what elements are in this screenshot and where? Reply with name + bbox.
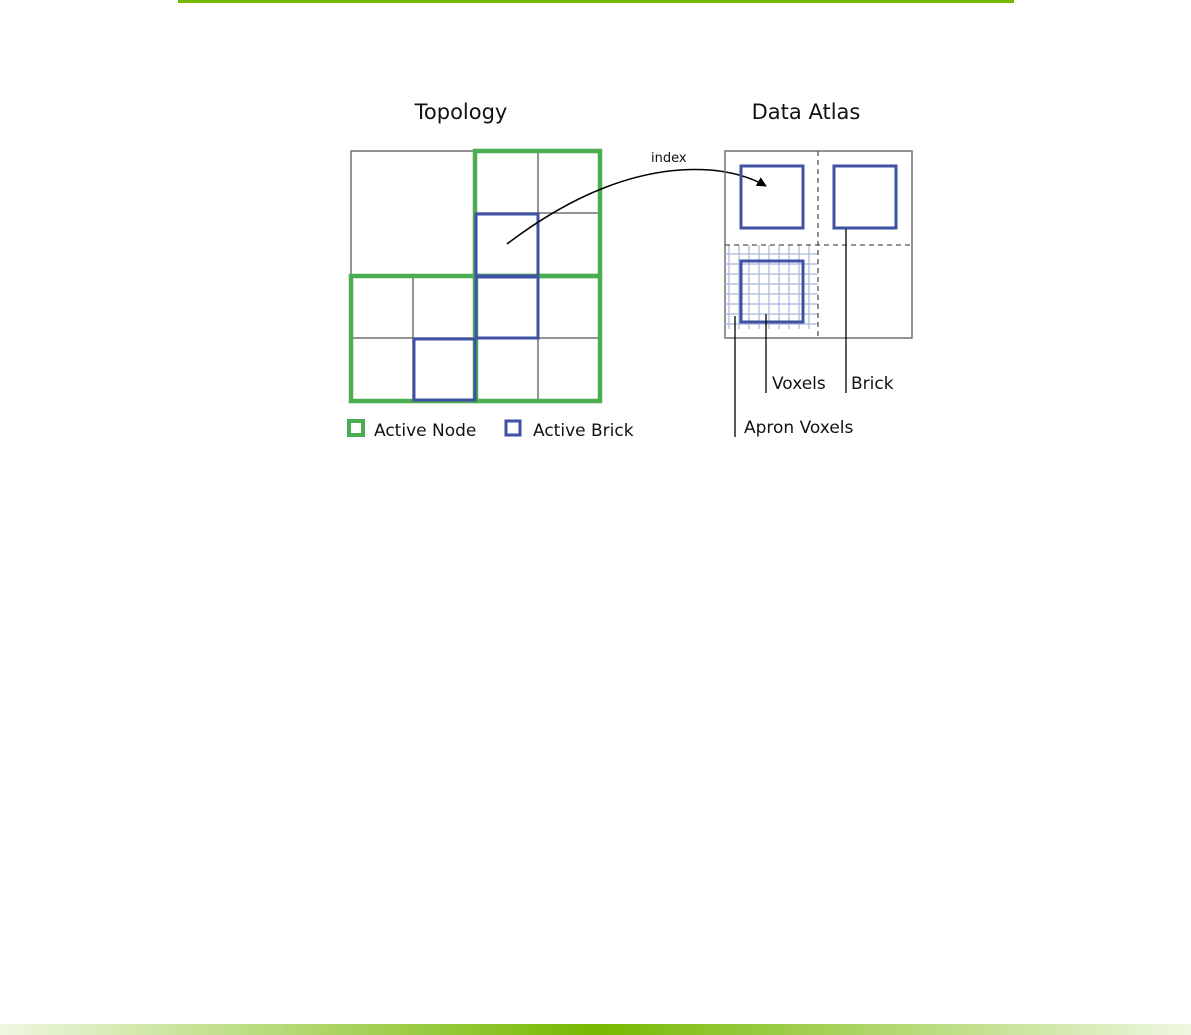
index-label: index bbox=[651, 151, 687, 166]
active-brick-1 bbox=[476, 214, 538, 276]
atlas-brick-2 bbox=[834, 166, 896, 228]
atlas-brick-3 bbox=[741, 261, 803, 322]
brick-label: Brick bbox=[851, 374, 894, 394]
topology-panel bbox=[349, 100, 634, 441]
apron-voxels-label: Apron Voxels bbox=[744, 418, 854, 438]
legend-active-brick-swatch bbox=[506, 421, 520, 435]
active-brick-2 bbox=[476, 277, 538, 338]
legend-active-node-swatch bbox=[349, 421, 363, 435]
active-brick-3 bbox=[414, 339, 475, 400]
voxels-label: Voxels bbox=[772, 374, 826, 394]
index-arrow bbox=[507, 169, 766, 244]
atlas-brick-1 bbox=[741, 166, 803, 228]
topology-title: Topology bbox=[414, 100, 508, 124]
atlas-title: Data Atlas bbox=[751, 100, 861, 124]
index-mapping bbox=[507, 151, 766, 244]
active-bricks bbox=[414, 214, 538, 400]
topology-legend bbox=[349, 421, 634, 441]
legend-active-brick-label: Active Brick bbox=[533, 421, 634, 441]
legend-active-node-label: Active Node bbox=[374, 421, 477, 441]
atlas-panel bbox=[725, 100, 912, 438]
